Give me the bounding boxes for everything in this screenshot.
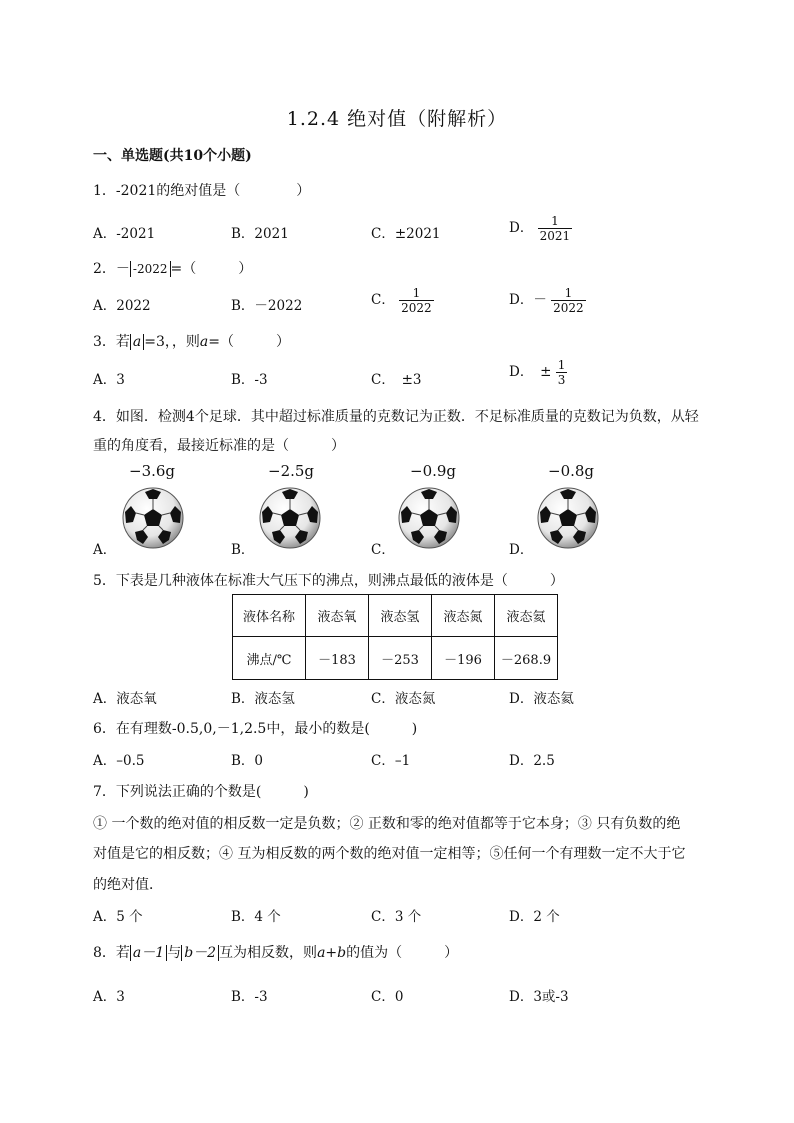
absolute-value-expression: a－1 xyxy=(130,945,167,961)
q1-option-b: B．2021 xyxy=(231,226,289,242)
table-cell: 液态氢 xyxy=(369,595,432,637)
q3-option-d xyxy=(509,358,567,387)
q5-option-d: D．液态氦 xyxy=(509,691,574,707)
question-8-stem xyxy=(93,942,458,962)
q7-option-b: B．4 个 xyxy=(231,909,281,925)
q3-option-a: A．3 xyxy=(93,372,125,388)
table-cell: 液态氮 xyxy=(432,595,495,637)
q6-option-d: D．2.5 xyxy=(509,753,555,769)
q2-prefix: 2．－ xyxy=(93,261,130,277)
q7-option-c: C．3 个 xyxy=(371,909,422,925)
q8-option-b: B．-3 xyxy=(231,989,268,1005)
ball-weight-label: −0.9g xyxy=(410,462,457,480)
numerator: 1 xyxy=(564,286,573,300)
q1-option-d xyxy=(509,214,572,243)
question-1-stem: 1．-2021的绝对值是（ ） xyxy=(93,183,311,199)
ball-weight-label: −2.5g xyxy=(268,462,315,480)
question-7-statement-line-1: ① 一个数的绝对值的相反数一定是负数；② 正数和零的绝对值都等于它本身；③ 只有负数的绝 xyxy=(93,816,681,832)
q5-option-c: C．液态氮 xyxy=(371,691,436,707)
q2-option-a: A．2022 xyxy=(93,298,151,314)
question-7-stem: 7．下列说法正确的个数是( ) xyxy=(93,784,309,800)
soccer-ball-icon xyxy=(397,486,461,550)
question-3-stem xyxy=(93,331,290,351)
q3-option-d-label: D． ± xyxy=(509,364,552,380)
q7-option-a: A．5 个 xyxy=(93,909,143,925)
q8-mid: 与 xyxy=(167,945,182,961)
q6-option-b: B．0 xyxy=(231,753,264,769)
q8-option-d: D．3或-3 xyxy=(509,989,569,1005)
q3-prefix: 3．若 xyxy=(93,334,130,350)
section-heading: 一、单选题(共10个小题) xyxy=(93,148,252,164)
denominator: 3 xyxy=(557,373,566,387)
table-cell: 沸点/℃ xyxy=(233,637,306,680)
q2-suffix: =（ ） xyxy=(170,261,253,277)
q2-option-c xyxy=(371,286,434,315)
table-row xyxy=(233,637,558,680)
denominator: 2022 xyxy=(401,301,432,315)
ball-weight-label: −3.6g xyxy=(129,462,176,480)
q1-option-c: C．±2021 xyxy=(371,226,441,242)
q3-option-b: B．-3 xyxy=(231,372,268,388)
q5-option-a: A．液态氧 xyxy=(93,691,157,707)
page-title: 1.2.4 绝对值（附解析） xyxy=(286,108,508,130)
q3-option-c: C． ±3 xyxy=(371,372,422,388)
question-2-stem xyxy=(93,258,252,278)
table-cell: 液态氧 xyxy=(306,595,369,637)
table-cell: －268.9 xyxy=(495,637,558,680)
q8-option-a: A．3 xyxy=(93,989,125,1005)
table-cell: －253 xyxy=(369,637,432,680)
q6-option-a: A．–0.5 xyxy=(93,753,145,769)
fraction xyxy=(538,214,573,243)
q2-option-d-label: D．－ xyxy=(509,292,547,308)
table-cell: －183 xyxy=(306,637,369,680)
absolute-value-expression: -2022 xyxy=(130,261,171,277)
numerator: 1 xyxy=(551,214,559,228)
q3-suffix: =（ ） xyxy=(208,334,291,350)
ball-weight-label: −0.8g xyxy=(548,462,595,480)
question-4-stem-line-2: 重的角度看，最接近标准的是（ ） xyxy=(93,438,345,454)
q4-option-a: A． xyxy=(93,542,117,558)
variable-a: a xyxy=(132,334,142,350)
soccer-ball-icon xyxy=(258,486,322,550)
q8-mid2: 互为相反数，则 xyxy=(219,945,318,961)
question-5-stem: 5．下表是几种液体在标准大气压下的沸点，则沸点最低的液体是（ ） xyxy=(93,573,564,589)
q8-suffix: 的值为（ ） xyxy=(346,945,459,961)
absolute-value-expression: b－2 xyxy=(181,945,219,961)
q4-option-c: C． xyxy=(371,542,395,558)
fraction xyxy=(399,286,434,315)
q2-option-b: B．－2022 xyxy=(231,298,303,314)
fraction xyxy=(556,358,568,387)
q1-option-a: A．-2021 xyxy=(93,226,156,242)
numerator: 1 xyxy=(412,286,421,300)
fraction xyxy=(551,286,586,315)
q8-option-c: C．0 xyxy=(371,989,404,1005)
q4-option-d: D． xyxy=(509,542,534,558)
denominator: 2022 xyxy=(553,301,584,315)
soccer-ball-icon xyxy=(121,486,185,550)
question-6-stem: 6．在有理数-0.5,0,－1,2.5中，最小的数是( ) xyxy=(93,721,418,737)
table-cell: －196 xyxy=(432,637,495,680)
soccer-ball-icon xyxy=(536,486,600,550)
q3-mid: =3，，则 xyxy=(144,334,200,350)
q5-option-b: B．液态氢 xyxy=(231,691,295,707)
q2-option-d xyxy=(509,286,586,315)
question-7-statement-line-3: 的绝对值． xyxy=(93,877,163,893)
numerator: 1 xyxy=(557,358,566,372)
boiling-point-table xyxy=(232,594,558,680)
q7-option-d: D．2 个 xyxy=(509,909,560,925)
q1-option-d-label: D． xyxy=(509,220,534,236)
expression-a-plus-b: a+b xyxy=(317,945,347,961)
table-header-row xyxy=(233,595,558,637)
question-4-stem-line-1: 4．如图．检测4个足球．其中超过标准质量的克数记为正数．不足标准质量的克数记为负数，从轻 xyxy=(93,409,699,425)
variable-a: a xyxy=(199,334,209,350)
absolute-value-a xyxy=(130,334,144,350)
q4-option-b: B． xyxy=(231,542,255,558)
q8-prefix: 8．若 xyxy=(93,945,130,961)
denominator: 2021 xyxy=(539,229,571,243)
question-7-statement-line-2: 对值是它的相反数；④ 互为相反数的两个数的绝对值一定相等；⑤任何一个有理数一定不大于它 xyxy=(93,846,686,862)
q2-option-c-label: C． xyxy=(371,292,395,308)
table-cell: 液态氦 xyxy=(495,595,558,637)
table-cell: 液体名称 xyxy=(233,595,306,637)
q6-option-c: C．–1 xyxy=(371,753,411,769)
